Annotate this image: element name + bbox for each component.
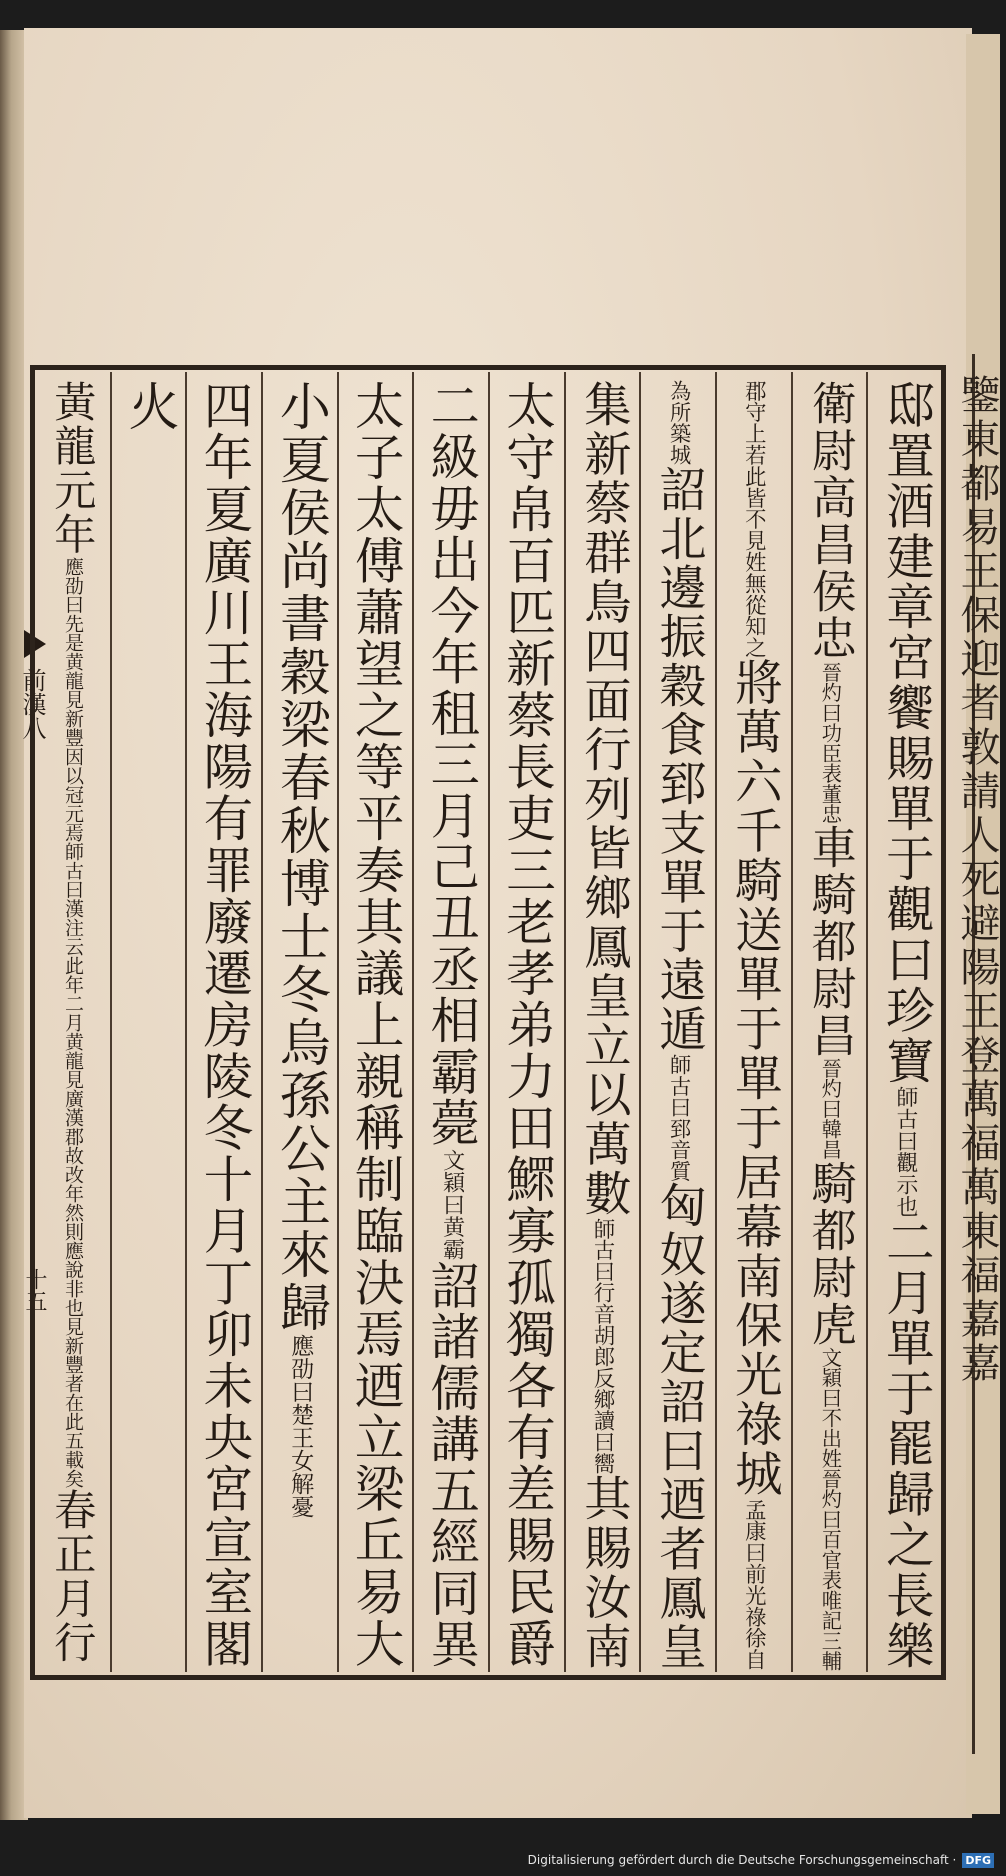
facing-page-text: 鑒東都易王保迎者敦請人死避陽王登萬福萬東福嘉嘉 xyxy=(954,374,1000,1386)
commentary-text: 孟康曰前光祿徐自 xyxy=(741,1499,767,1671)
main-text: 太守帛百匹新蔡長吏三老孝弟力田鰥寡孤獨各有差賜民爵 xyxy=(498,380,557,1670)
main-text: 匈奴遂定詔曰迺者鳳皇 xyxy=(651,1180,707,1672)
main-text: 衛尉高昌侯忠 xyxy=(803,380,857,662)
text-column xyxy=(715,372,791,1672)
text-column xyxy=(110,372,186,1672)
main-text: 其賜汝南 xyxy=(575,1473,631,1671)
main-text: 集新蔡群鳥四面行列皆鄉鳳皇立以萬數 xyxy=(575,380,631,1218)
commentary-text: 文穎曰不出姓晉灼曰百官表唯記三輔 xyxy=(818,1347,843,1672)
margin-title: 前漢八 xyxy=(18,668,46,740)
commentary-text: 師古曰行音胡郎反鄉讀曰嚮 xyxy=(589,1217,615,1474)
commentary-text: 為所築城 xyxy=(666,380,692,465)
text-column xyxy=(412,372,488,1672)
main-text: 詔諸儒講五經同異 xyxy=(422,1259,481,1670)
main-text: 火 xyxy=(119,380,178,433)
main-text: 車騎都尉昌 xyxy=(803,823,857,1059)
text-column xyxy=(337,372,413,1672)
text-column xyxy=(488,372,564,1672)
text-columns xyxy=(36,372,942,1672)
commentary-text: 郡守上若此皆不見姓無從知之 xyxy=(741,380,767,659)
commentary-text: 應劭曰楚王女解憂 xyxy=(287,1334,314,1518)
text-column xyxy=(185,372,261,1672)
commentary-text: 師古曰觀示也 xyxy=(892,1085,918,1217)
main-text: 邸置酒建章宮饗賜單于觀曰珍寶 xyxy=(877,380,934,1086)
text-column xyxy=(866,372,942,1672)
main-text: 太子太傅蕭望之等平奏其議上親稱制臨決焉迺立梁丘易大 xyxy=(347,380,406,1670)
commentary-text: 師古曰郅音質 xyxy=(666,1053,692,1181)
commentary-text: 應劭曰先是黄龍見新豐因以冠元焉師古曰漢注云此年二月黄龍見廣漢郡故改年然則應說非也見新豐者在此五載矣 xyxy=(62,556,85,1488)
main-text: 騎都尉虎 xyxy=(803,1159,857,1348)
facing-page-edge xyxy=(954,34,1000,1814)
commentary-text: 晉灼曰韓昌 xyxy=(818,1058,843,1160)
commentary-text: 文穎曰黄霸 xyxy=(439,1148,466,1260)
margin-page-number: 十五 xyxy=(22,1268,47,1312)
commentary-text: 晉灼曰功臣表董忠 xyxy=(818,661,843,824)
main-text: 詔北邊振穀食郅支單于遠遁 xyxy=(651,464,707,1054)
main-text: 小夏侯尚書穀梁春秋博士冬烏孫公主來歸 xyxy=(270,380,330,1334)
text-column xyxy=(639,372,715,1672)
text-column xyxy=(261,372,337,1672)
text-column xyxy=(791,372,867,1672)
dfg-logo: DFG xyxy=(962,1853,994,1868)
main-text: 二月單于罷歸之長樂 xyxy=(877,1216,934,1671)
digitization-footer xyxy=(528,1850,994,1870)
main-text: 黃龍元年 xyxy=(48,380,98,557)
main-text: 將萬六千騎送單于單于居幕南保光祿城 xyxy=(726,658,782,1500)
main-text: 春正月行 xyxy=(48,1487,98,1665)
text-column xyxy=(564,372,640,1672)
main-text: 四年夏廣川王海陽有罪廢遷房陵冬十月丁卯未央宮宣室閣 xyxy=(195,380,254,1670)
footer-credit: Digitalisierung gefördert durch die Deutsche Forschungsgemeinschaft · xyxy=(527,1853,957,1867)
text-column xyxy=(36,372,110,1672)
main-text: 二級毋出今年租三月己丑丞相霸薨 xyxy=(422,380,481,1149)
